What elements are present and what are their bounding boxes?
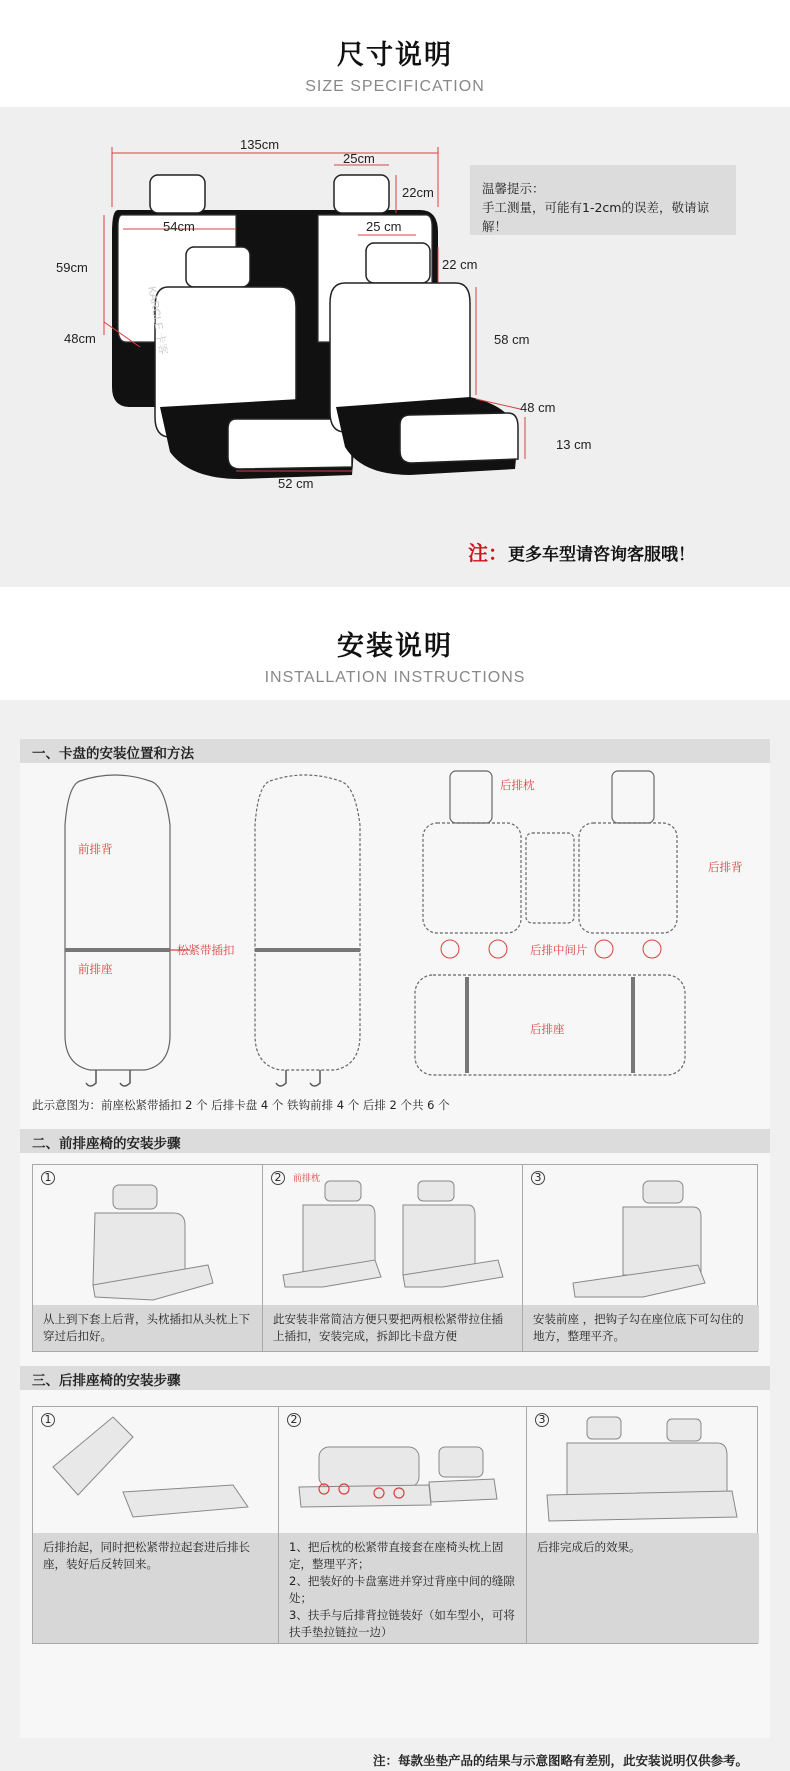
label-rear-seat: 后排座 <box>530 1022 565 1036</box>
front-step-3-num: 3 <box>531 1171 545 1185</box>
part3-heading: 三、后排座椅的安装步骤 <box>20 1366 770 1390</box>
rear-step-2-num: 2 <box>287 1413 301 1427</box>
front-step-1-illustration <box>33 1165 263 1305</box>
front-step-2-illustration <box>263 1165 523 1305</box>
tip-text: 手工测量，可能有1-2cm的误差，敬请谅解！ <box>482 200 709 234</box>
part2-heading: 二、前排座椅的安装步骤 <box>20 1129 770 1153</box>
rear-step-3-num: 3 <box>535 1413 549 1427</box>
front-step-2 <box>263 1165 523 1351</box>
consult-note-text: 更多车型请咨询客服哦！ <box>508 545 695 565</box>
part1-caption: 此示意图为：前座松紧带插扣 2 个 后排卡盘 4 个 铁钩前排 4 个 后排 2 个共 6 个 <box>32 1098 450 1112</box>
front-seat-steps <box>32 1164 758 1352</box>
dim-front-side-height: 13 cm <box>556 437 592 452</box>
size-title-en: SIZE SPECIFICATION <box>305 78 485 95</box>
dim-front-back-height: 58 cm <box>494 332 530 347</box>
rear-step-1-text: 后排抬起，同时把松紧带拉起套进后排长座，装好后反转回来。 <box>33 1533 278 1643</box>
dim-rear-headrest-width: 25cm <box>343 151 375 166</box>
front-step-2-num: 2 <box>271 1171 285 1185</box>
rear-step-3-text: 后排完成后的效果。 <box>527 1533 759 1643</box>
front-step-3-illustration <box>523 1165 759 1305</box>
rear-step-3-illustration <box>527 1407 759 1537</box>
rear-step-3 <box>527 1407 759 1643</box>
consult-note <box>468 537 695 566</box>
dim-front-seat-depth: 48 cm <box>520 400 556 415</box>
rear-step-2-illustration <box>279 1407 527 1537</box>
part1-heading: 一、卡盘的安装位置和方法 <box>20 739 770 763</box>
front-step-1 <box>33 1165 263 1351</box>
dim-rear-seat-depth: 48cm <box>64 331 96 346</box>
clip-position-diagram <box>20 765 770 1115</box>
tip-box <box>470 165 736 235</box>
install-section-header <box>0 624 790 687</box>
size-diagram-panel <box>0 107 790 587</box>
label-front-back: 前排背 <box>78 842 113 856</box>
front-step-2-text: 此安装非常简洁方便只要把两根松紧带拉住插上插扣，安装完成，拆卸比卡盘方便 <box>263 1305 522 1351</box>
front-step-3-text: 安装前座 ，把钩子勾在座位底下可勾住的地方，整理平齐。 <box>523 1305 759 1351</box>
install-panel <box>0 700 790 1771</box>
rear-step-2-text: 1、把后枕的松紧带直接套在座椅头枕上固定，整理平齐； 2、把装好的卡盘塞进并穿过背座中间的缝隙处； 3、扶手与后排背拉链装好（如车型小，可将扶手垫拉链拉一边） <box>279 1533 526 1643</box>
dim-front-headrest-height: 22 cm <box>442 257 478 272</box>
rear-step-1 <box>33 1407 279 1643</box>
dim-rear-back-width: 54cm <box>163 219 195 234</box>
rear-step-1-illustration <box>33 1407 279 1537</box>
label-strap-buckle: 松紧带插扣 <box>177 943 235 957</box>
install-title-en: INSTALLATION INSTRUCTIONS <box>264 669 526 686</box>
front-step-1-text: 从上到下套上后背，头枕插扣从头枕上下穿过后扣好。 <box>33 1305 262 1351</box>
rear-step-2 <box>279 1407 527 1643</box>
size-title-cn: 尺寸说明 <box>337 40 453 71</box>
dim-width-total: 135cm <box>240 137 280 152</box>
dim-rear-back-height: 59cm <box>56 260 88 275</box>
label-rear-back: 后排背 <box>708 860 743 874</box>
tip-title: 温馨提示： <box>482 181 545 196</box>
rear-step-1-num: 1 <box>41 1413 55 1427</box>
brand-watermark: KARCLE 卡客 <box>145 285 170 356</box>
dim-front-headrest-width: 25 cm <box>366 219 402 234</box>
front-step-1-num: 1 <box>41 1171 55 1185</box>
size-section-header <box>0 33 790 96</box>
consult-note-mark: 注： <box>468 541 508 565</box>
install-sheet <box>20 739 770 1768</box>
install-footnote: 注：每款坐垫产品的结果与示意图略有差别，此安装说明仅供参考。 <box>372 1753 748 1768</box>
rear-seat-steps <box>32 1406 758 1644</box>
dim-front-seat-width: 52 cm <box>278 476 314 491</box>
front-step-2-label: 前排枕 <box>293 1174 321 1184</box>
label-front-seat: 前排座 <box>78 962 113 976</box>
front-step-3 <box>523 1165 759 1351</box>
install-title-cn: 安装说明 <box>337 631 453 662</box>
label-rear-middle: 后排中间片 <box>530 943 588 957</box>
dim-rear-headrest-height: 22cm <box>402 185 434 200</box>
label-rear-headrest: 后排枕 <box>500 778 535 792</box>
